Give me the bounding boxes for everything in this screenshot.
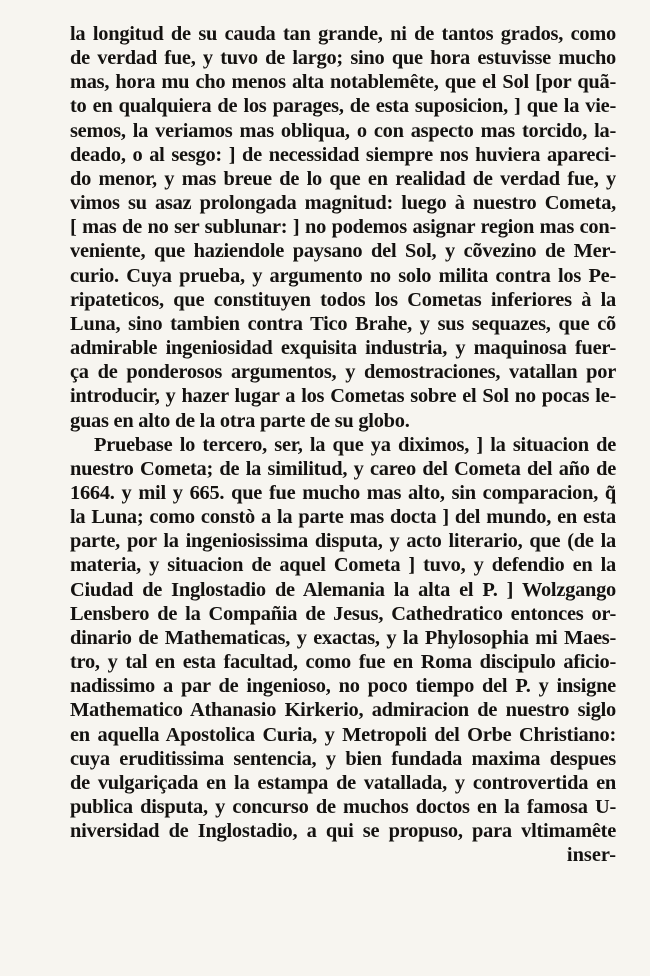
text-line: mas, hora mu cho menos alta notablemête, que el Sol [por quã- xyxy=(70,71,616,94)
text-line: ripateticos, que constituyen todos los Cometas inferiores à la xyxy=(70,288,616,311)
text-line: en aquella Apostolica Curia, y Metropoli del Orbe Christiano: xyxy=(70,723,616,746)
text-line: curio. Cuya prueba, y argumento no solo milita contra los Pe- xyxy=(70,264,616,287)
text-line: to en qualquiera de los parages, de esta suposicion, ] que la vie- xyxy=(70,95,616,118)
text-line: parte, por la ingeniosissima disputa, y acto literario, que (de la xyxy=(70,530,616,553)
text-line: [ mas de no ser sublunar: ] no podemos asignar region mas con- xyxy=(70,216,616,239)
text-line: Mathematico Athanasio Kirkerio, admiracion de nuestro siglo xyxy=(70,699,616,722)
text-line: nuestro Cometa; de la similitud, y careo del Cometa del año de xyxy=(70,457,616,480)
text-block xyxy=(70,22,616,867)
paragraph-1 xyxy=(70,22,616,433)
text-line: la longitud de su cauda tan grande, ni de tantos grados, como xyxy=(70,23,616,45)
text-line: nadissimo a par de ingenioso, no poco tiempo del P. y insigne xyxy=(70,675,616,698)
text-line: niversidad de Inglostadio, a qui se propuso, para vltimamête xyxy=(70,820,616,843)
text-line: Pruebase lo tercero, ser, la que ya diximos, ] la situacion de xyxy=(94,433,616,456)
text-line: vimos su asaz prolongada magnitud: luego à nuestro Cometa, xyxy=(70,192,616,215)
catchword: inser- xyxy=(566,844,616,867)
text-line: Luna, sino tambien contra Tico Brahe, y sus sequazes, que cõ xyxy=(70,312,616,335)
text-line: tro, y tal en esta facultad, como fue en Roma discipulo aficio- xyxy=(70,651,616,674)
text-line: introducir, y hazer lugar a los Cometas sobre el Sol no pocas le- xyxy=(70,385,616,408)
text-line: guas en alto de la otra parte de su globo. xyxy=(70,409,410,432)
text-line: publica disputa, y concurso de muchos doctos en la famosa U- xyxy=(70,796,616,818)
text-line: semos, la veriamos mas obliqua, o con aspecto mas torcido, la- xyxy=(70,119,616,142)
text-line: de verdad fue, y tuvo de largo; sino que hora estuvisse mucho xyxy=(70,47,616,70)
text-line: veniente, que haziendole paysano del Sol, y cõvezino de Mer- xyxy=(70,240,616,263)
text-line: de vulgariçada en la estampa de vatallada, y controvertida en xyxy=(70,771,616,794)
text-line: Lensbero de la Compañia de Jesus, Cathedratico entonces or- xyxy=(70,602,616,625)
text-line: la Luna; como constò a la parte mas docta ] del mundo, en esta xyxy=(70,506,616,529)
text-line: deado, o al sesgo: ] de necessidad siempre nos huviera apareci- xyxy=(70,143,616,166)
paragraph-2 xyxy=(70,433,616,844)
text-line: materia, y situacion de aquel Cometa ] tuvo, y defendio en la xyxy=(70,554,616,577)
text-line: dinario de Mathematicas, y exactas, y la Phylosophia mi Maes- xyxy=(70,626,616,649)
text-line: admirable ingeniosidad exquisita industria, y maquinosa fuer- xyxy=(70,337,616,360)
text-line: do menor, y mas breue de lo que en realidad de verdad fue, y xyxy=(70,167,616,190)
text-line: 1664. y mil y 665. que fue mucho mas alto, sin comparacion, q̃ xyxy=(70,481,616,504)
text-line: Ciudad de Inglostadio de Alemania la alta el P. ] Wolzgango xyxy=(70,578,616,601)
text-line: cuya eruditissima sentencia, y bien fundada maxima despues xyxy=(70,747,616,770)
text-line: ça de ponderosos argumentos, y demostraciones, vatallan por xyxy=(70,361,616,384)
